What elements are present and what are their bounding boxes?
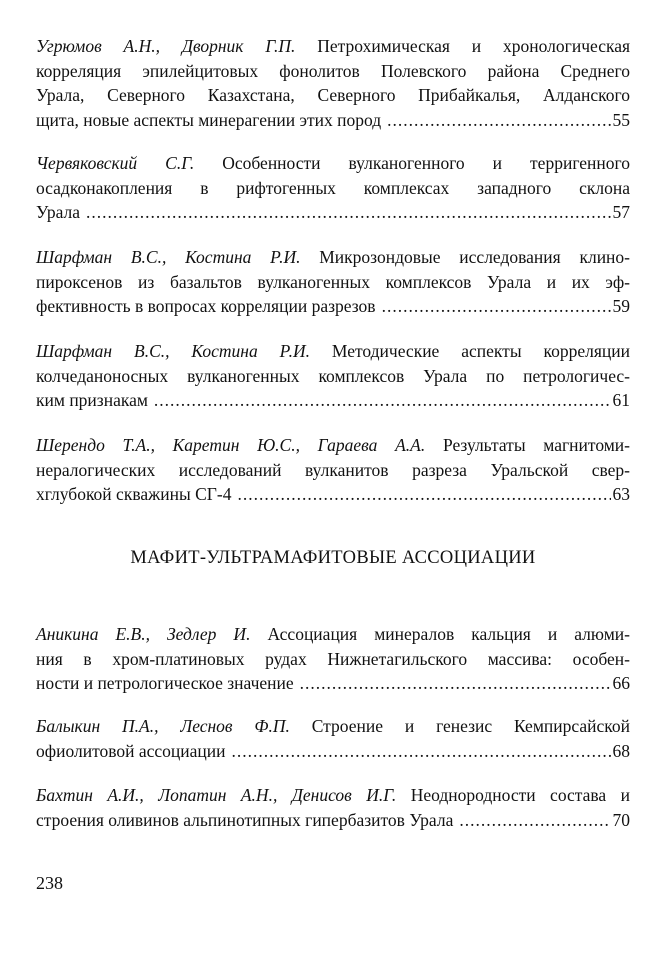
toc-entry bbox=[36, 622, 630, 696]
toc-entry bbox=[36, 151, 630, 225]
toc-entry-first-line bbox=[36, 339, 630, 364]
toc-entry-last-line bbox=[36, 739, 630, 764]
toc-entry-first-line bbox=[36, 245, 630, 270]
dot-leader bbox=[154, 388, 611, 413]
toc-entry-title-line: Результаты магнитоми- bbox=[442, 435, 631, 455]
toc-entry-last-line bbox=[36, 482, 630, 507]
toc-entry-page-number: 70 bbox=[612, 809, 630, 830]
toc-entry bbox=[36, 433, 630, 507]
toc-entry-first-line bbox=[36, 34, 630, 59]
toc-entry bbox=[36, 245, 630, 319]
toc-entry-page-number: 57 bbox=[612, 202, 630, 223]
dot-leader bbox=[387, 108, 610, 133]
toc-entry-last-line bbox=[36, 294, 630, 319]
toc-entry-title-line: Ассоциация минералов кальция и алюми- bbox=[267, 624, 630, 644]
section-heading: МАФИТ-УЛЬТРАМАФИТОВЫЕ АССОЦИАЦИИ bbox=[130, 548, 536, 568]
toc-entry-page-number: 59 bbox=[612, 296, 630, 317]
toc-entry-title-line: Петрохимическая и хронологическая bbox=[317, 36, 631, 56]
toc-entry bbox=[36, 714, 630, 763]
toc-entry-title-line: нералогических исследований вулканитов разреза Уральской свер- bbox=[36, 459, 630, 480]
toc-entry-title-line: ния в хром-платиновых рудах Нижнетагильского массива: особен- bbox=[36, 648, 630, 669]
toc-entry-last-line bbox=[36, 200, 630, 225]
toc-entry-authors: Бахтин А.И., Лопатин А.Н., Денисов И.Г. bbox=[36, 785, 397, 805]
toc-entry-authors: Шарфман В.С., Костина Р.И. bbox=[36, 247, 301, 267]
toc-entry-page-number: 63 bbox=[612, 484, 630, 505]
toc-entry-authors: Шерендо Т.А., Каретин Ю.С., Гараева А.А. bbox=[36, 435, 426, 455]
toc-entry-title-line: осадконакопления в рифтогенных комплексах западного склона bbox=[36, 177, 630, 198]
toc-entry-title-line: Микрозондовые исследования клино- bbox=[319, 247, 631, 267]
toc-entry-page-number: 61 bbox=[612, 390, 630, 411]
toc-entry-title-line: ким признакам bbox=[36, 390, 148, 411]
toc-entry-title-line: корреляция эпилейцитовых фонолитов Полевского района Среднего bbox=[36, 60, 630, 81]
toc-entry bbox=[36, 339, 630, 413]
toc-entry bbox=[36, 783, 630, 832]
toc-entry-last-line bbox=[36, 671, 630, 696]
toc-entry-page-number: 68 bbox=[612, 740, 630, 761]
toc-entry-title-line: Особенности вулканогенного и терригенного bbox=[222, 153, 631, 173]
toc-entry-last-line bbox=[36, 808, 630, 833]
toc-entry-first-line bbox=[36, 783, 630, 808]
toc-entry-title-line: ности и петрологическое значение bbox=[36, 673, 294, 694]
toc-entry-first-line bbox=[36, 622, 630, 647]
toc-entry-authors: Балыкин П.А., Леснов Ф.П. bbox=[36, 716, 290, 736]
toc-entry-title-line: Урала bbox=[36, 202, 81, 223]
toc-entry-title-line: Методические аспекты корреляции bbox=[331, 341, 631, 361]
toc-entry-first-line bbox=[36, 714, 630, 739]
dot-leader bbox=[382, 294, 611, 319]
toc-entry-title-line: щита, новые аспекты минерагении этих пород bbox=[36, 109, 382, 130]
dot-leader bbox=[459, 808, 610, 833]
toc-entry-title-line: Строение и генезис Кемпирсайской bbox=[311, 716, 630, 736]
toc-entry bbox=[36, 34, 630, 132]
toc-entry-authors: Угрюмов А.Н., Дворник Г.П. bbox=[36, 36, 296, 56]
toc-entry-title-line: фективность в вопросах корреляции разрезов bbox=[36, 296, 376, 317]
toc-entry-page-number: 66 bbox=[612, 673, 630, 694]
toc-entry-authors: Аникина Е.В., Зедлер И. bbox=[36, 624, 251, 644]
toc-entry-first-line bbox=[36, 433, 630, 458]
page-number: 238 bbox=[36, 873, 63, 893]
toc-entry-title-line: Неоднородности состава и bbox=[410, 785, 631, 805]
toc-entry-last-line bbox=[36, 388, 630, 413]
dot-leader bbox=[237, 482, 610, 507]
toc-entry-page-number: 55 bbox=[612, 109, 630, 130]
toc-entry-title-line: строения оливинов альпинотипных гипербазитов Урала bbox=[36, 809, 454, 830]
toc-entry-title-line: офиолитовой ассоциации bbox=[36, 740, 226, 761]
toc-entry-title-line: колчеданоносных вулканогенных комплексов Урала по петрологичес- bbox=[36, 365, 630, 386]
dot-leader bbox=[300, 671, 611, 696]
toc-entry-title-line: Урала, Северного Казахстана, Северного Прибайкалья, Алданского bbox=[36, 85, 630, 106]
dot-leader bbox=[86, 200, 610, 225]
toc-entry-authors: Шарфман В.С., Костина Р.И. bbox=[36, 341, 310, 361]
toc-entry-title-line: пироксенов из базальтов вулканогенных комплексов Урала и их эф- bbox=[36, 271, 630, 292]
toc-entry-title-line: хглубокой скважины СГ-4 bbox=[36, 484, 232, 505]
toc-entry-last-line bbox=[36, 108, 630, 133]
toc-entry-authors: Червяковский С.Г. bbox=[36, 153, 195, 173]
dot-leader bbox=[232, 739, 611, 764]
toc-entry-first-line bbox=[36, 151, 630, 176]
